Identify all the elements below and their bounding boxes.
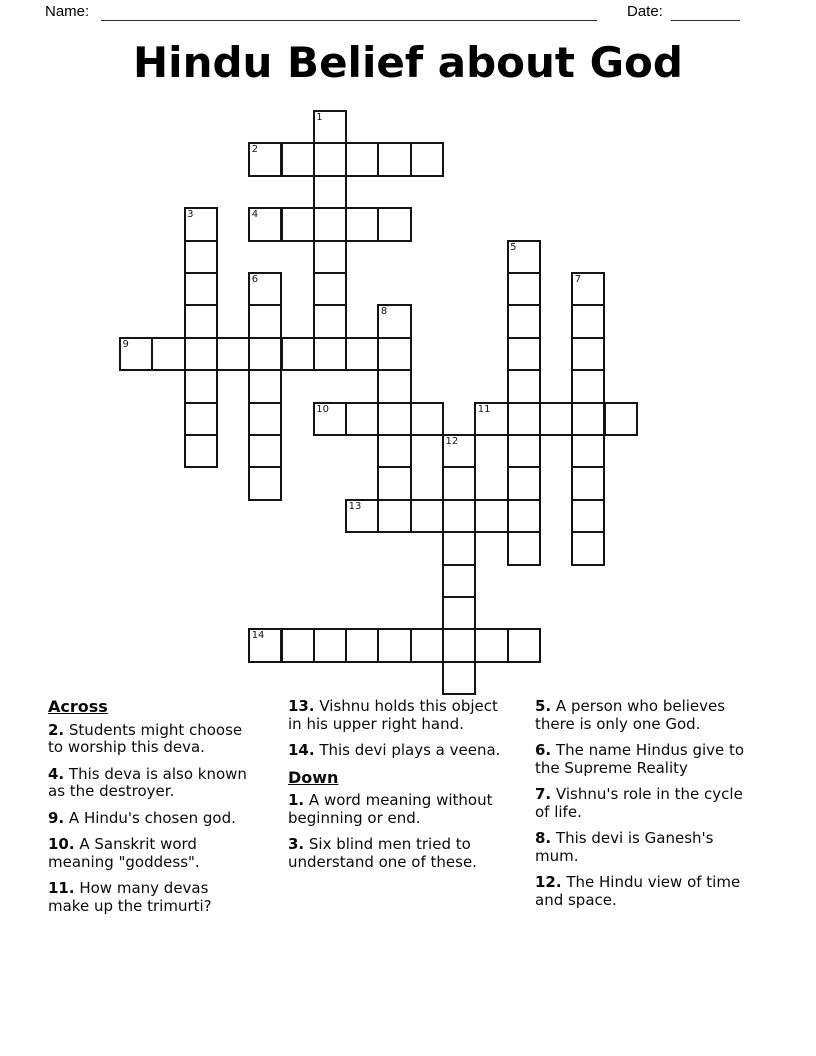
- grid-cell[interactable]: [474, 499, 508, 533]
- grid-cell[interactable]: [571, 369, 605, 403]
- grid-cell[interactable]: [281, 337, 315, 371]
- grid-cell[interactable]: [345, 142, 379, 176]
- clues-column-1: [48, 698, 253, 924]
- grid-cell[interactable]: [184, 337, 218, 371]
- clue-number: 14.: [288, 741, 315, 759]
- clue-number: 4.: [48, 764, 65, 783]
- grid-cell[interactable]: [410, 628, 444, 662]
- clue-number: 5.: [535, 697, 552, 715]
- grid-clue-number: 11: [477, 403, 491, 415]
- grid-clue-number: 8: [380, 306, 388, 318]
- grid-cell[interactable]: [474, 628, 508, 662]
- grid-cell[interactable]: [571, 402, 605, 436]
- clue-number: 7.: [535, 785, 552, 803]
- name-input-line[interactable]: [101, 3, 597, 21]
- clues-section-header: Down: [288, 767, 339, 787]
- grid-cell[interactable]: [313, 304, 347, 338]
- date-label: Date:: [627, 3, 663, 20]
- grid-cell[interactable]: [442, 531, 476, 565]
- clue-number: 12.: [535, 873, 562, 891]
- grid-cell[interactable]: [184, 240, 218, 274]
- grid-cell[interactable]: [248, 337, 282, 371]
- grid-clue-number: 3: [187, 209, 194, 221]
- page-title: Hindu Belief about God: [133, 38, 683, 87]
- grid-cell[interactable]: [377, 499, 411, 533]
- grid-cell[interactable]: [442, 499, 476, 533]
- clue-number: 8.: [535, 829, 552, 847]
- grid-clue-number: 1: [316, 112, 323, 123]
- grid-cell[interactable]: [345, 207, 379, 241]
- grid-cell[interactable]: [248, 434, 282, 468]
- grid-cell[interactable]: [377, 142, 411, 176]
- grid-cell[interactable]: [507, 531, 541, 565]
- grid-cell[interactable]: [442, 466, 476, 500]
- grid-cell[interactable]: [184, 369, 218, 403]
- clue-number: 11.: [48, 879, 75, 897]
- clue-number: 2.: [48, 720, 65, 739]
- grid-cell[interactable]: [248, 304, 282, 338]
- clue-item: 4. This deva is also known as the destroyer.: [48, 764, 247, 800]
- clue-item: 11. How many devas make up the trimurti?: [48, 879, 212, 915]
- grid-cell[interactable]: [377, 628, 411, 662]
- grid-cell[interactable]: [377, 434, 411, 468]
- grid-cell[interactable]: [507, 304, 541, 338]
- grid-cell[interactable]: [184, 434, 218, 468]
- clue-item: 5. A person who believes there is only one God.: [535, 697, 726, 733]
- grid-cell[interactable]: [507, 272, 541, 306]
- grid-cell[interactable]: [248, 402, 282, 436]
- grid-clue-number: 12: [445, 436, 459, 447]
- clue-number: 10.: [48, 835, 75, 853]
- grid-cell[interactable]: [507, 369, 541, 403]
- grid-cell[interactable]: [151, 337, 185, 371]
- grid-clue-number: 4: [251, 209, 259, 221]
- grid-cell[interactable]: [571, 434, 605, 468]
- clue-number: 3.: [288, 835, 305, 853]
- grid-cell[interactable]: [507, 466, 541, 500]
- grid-clue-number: 2: [251, 144, 259, 156]
- grid-clue-number: 10: [316, 403, 330, 415]
- grid-cell[interactable]: [377, 402, 411, 436]
- grid-cell[interactable]: [571, 499, 605, 533]
- grid-cell[interactable]: [313, 240, 347, 274]
- clue-item: 7. Vishnu's role in the cycle of life.: [535, 785, 743, 821]
- grid-cell[interactable]: [313, 207, 347, 241]
- grid-cell[interactable]: [410, 499, 444, 533]
- clue-number: 9.: [48, 808, 65, 827]
- grid-cell[interactable]: [539, 402, 573, 436]
- grid-cell[interactable]: [410, 142, 444, 176]
- grid-cell[interactable]: [313, 628, 347, 662]
- grid-cell[interactable]: [184, 402, 218, 436]
- name-label: Name:: [45, 3, 90, 20]
- grid-cell[interactable]: [345, 628, 379, 662]
- grid-cell[interactable]: [377, 207, 411, 241]
- grid-clue-number: 13: [348, 500, 362, 512]
- grid-cell[interactable]: [604, 402, 638, 436]
- grid-cell[interactable]: [507, 628, 541, 662]
- grid-cell[interactable]: [442, 596, 476, 630]
- grid-cell[interactable]: [571, 466, 605, 500]
- grid-clue-number: 14: [251, 630, 265, 642]
- grid-cell[interactable]: [281, 207, 315, 241]
- grid-cell[interactable]: [571, 531, 605, 565]
- grid-cell[interactable]: [442, 628, 476, 662]
- clues-column-2: [288, 698, 503, 880]
- grid-cell[interactable]: [281, 142, 315, 176]
- grid-cell[interactable]: [377, 369, 411, 403]
- grid-cell[interactable]: [410, 402, 444, 436]
- clues-column-3: [535, 698, 753, 918]
- grid-cell[interactable]: [313, 142, 347, 176]
- grid-cell[interactable]: [377, 337, 411, 371]
- grid-cell[interactable]: [507, 434, 541, 468]
- clue-item: 10. A Sanskrit word meaning "goddess".: [48, 835, 200, 871]
- clue-item: 9. A Hindu's chosen god.: [48, 808, 236, 827]
- grid-cell[interactable]: [184, 304, 218, 338]
- grid-cell[interactable]: [507, 499, 541, 533]
- clue-item: 6. The name Hindus give to the Supreme Reality: [535, 741, 745, 777]
- grid-cell[interactable]: [571, 304, 605, 338]
- grid-clue-number: 6: [251, 274, 259, 285]
- grid-cell[interactable]: [281, 628, 315, 662]
- grid-cell[interactable]: [442, 661, 476, 695]
- grid-cell[interactable]: [216, 337, 250, 371]
- date-input-line[interactable]: [671, 3, 740, 21]
- grid-cell[interactable]: [345, 402, 379, 436]
- grid-cell[interactable]: [313, 337, 347, 371]
- grid-cell[interactable]: [313, 272, 347, 306]
- clues-section-header: Across: [48, 697, 108, 716]
- grid-cell[interactable]: [248, 466, 282, 500]
- grid-clue-number: 9: [122, 338, 129, 350]
- grid-clue-number: 5: [510, 241, 517, 253]
- grid-cell[interactable]: [313, 175, 347, 209]
- grid-cell[interactable]: [571, 337, 605, 371]
- clue-item: 3. Six blind men tried to understand one of these.: [288, 835, 477, 871]
- clue-item: 13. Vishnu holds this object in his upper right hand.: [288, 697, 498, 733]
- grid-cell[interactable]: [377, 466, 411, 500]
- clue-number: 13.: [288, 697, 315, 715]
- clue-number: 1.: [288, 791, 305, 809]
- grid-clue-number: 7: [574, 274, 582, 285]
- clue-item: 8. This devi is Ganesh's mum.: [535, 829, 714, 865]
- clue-item: 2. Students might choose to worship this deva.: [48, 720, 243, 756]
- grid-cell[interactable]: [442, 564, 476, 598]
- clue-number: 6.: [535, 741, 552, 759]
- clue-item: 14. This devi plays a veena.: [288, 741, 501, 759]
- grid-cell[interactable]: [184, 272, 218, 306]
- grid-cell[interactable]: [248, 369, 282, 403]
- clue-item: 1. A word meaning without beginning or end.: [288, 791, 493, 827]
- grid-cell[interactable]: [345, 337, 379, 371]
- grid-cell[interactable]: [507, 402, 541, 436]
- grid-cell[interactable]: [507, 337, 541, 371]
- clue-item: 12. The Hindu view of time and space.: [535, 873, 741, 909]
